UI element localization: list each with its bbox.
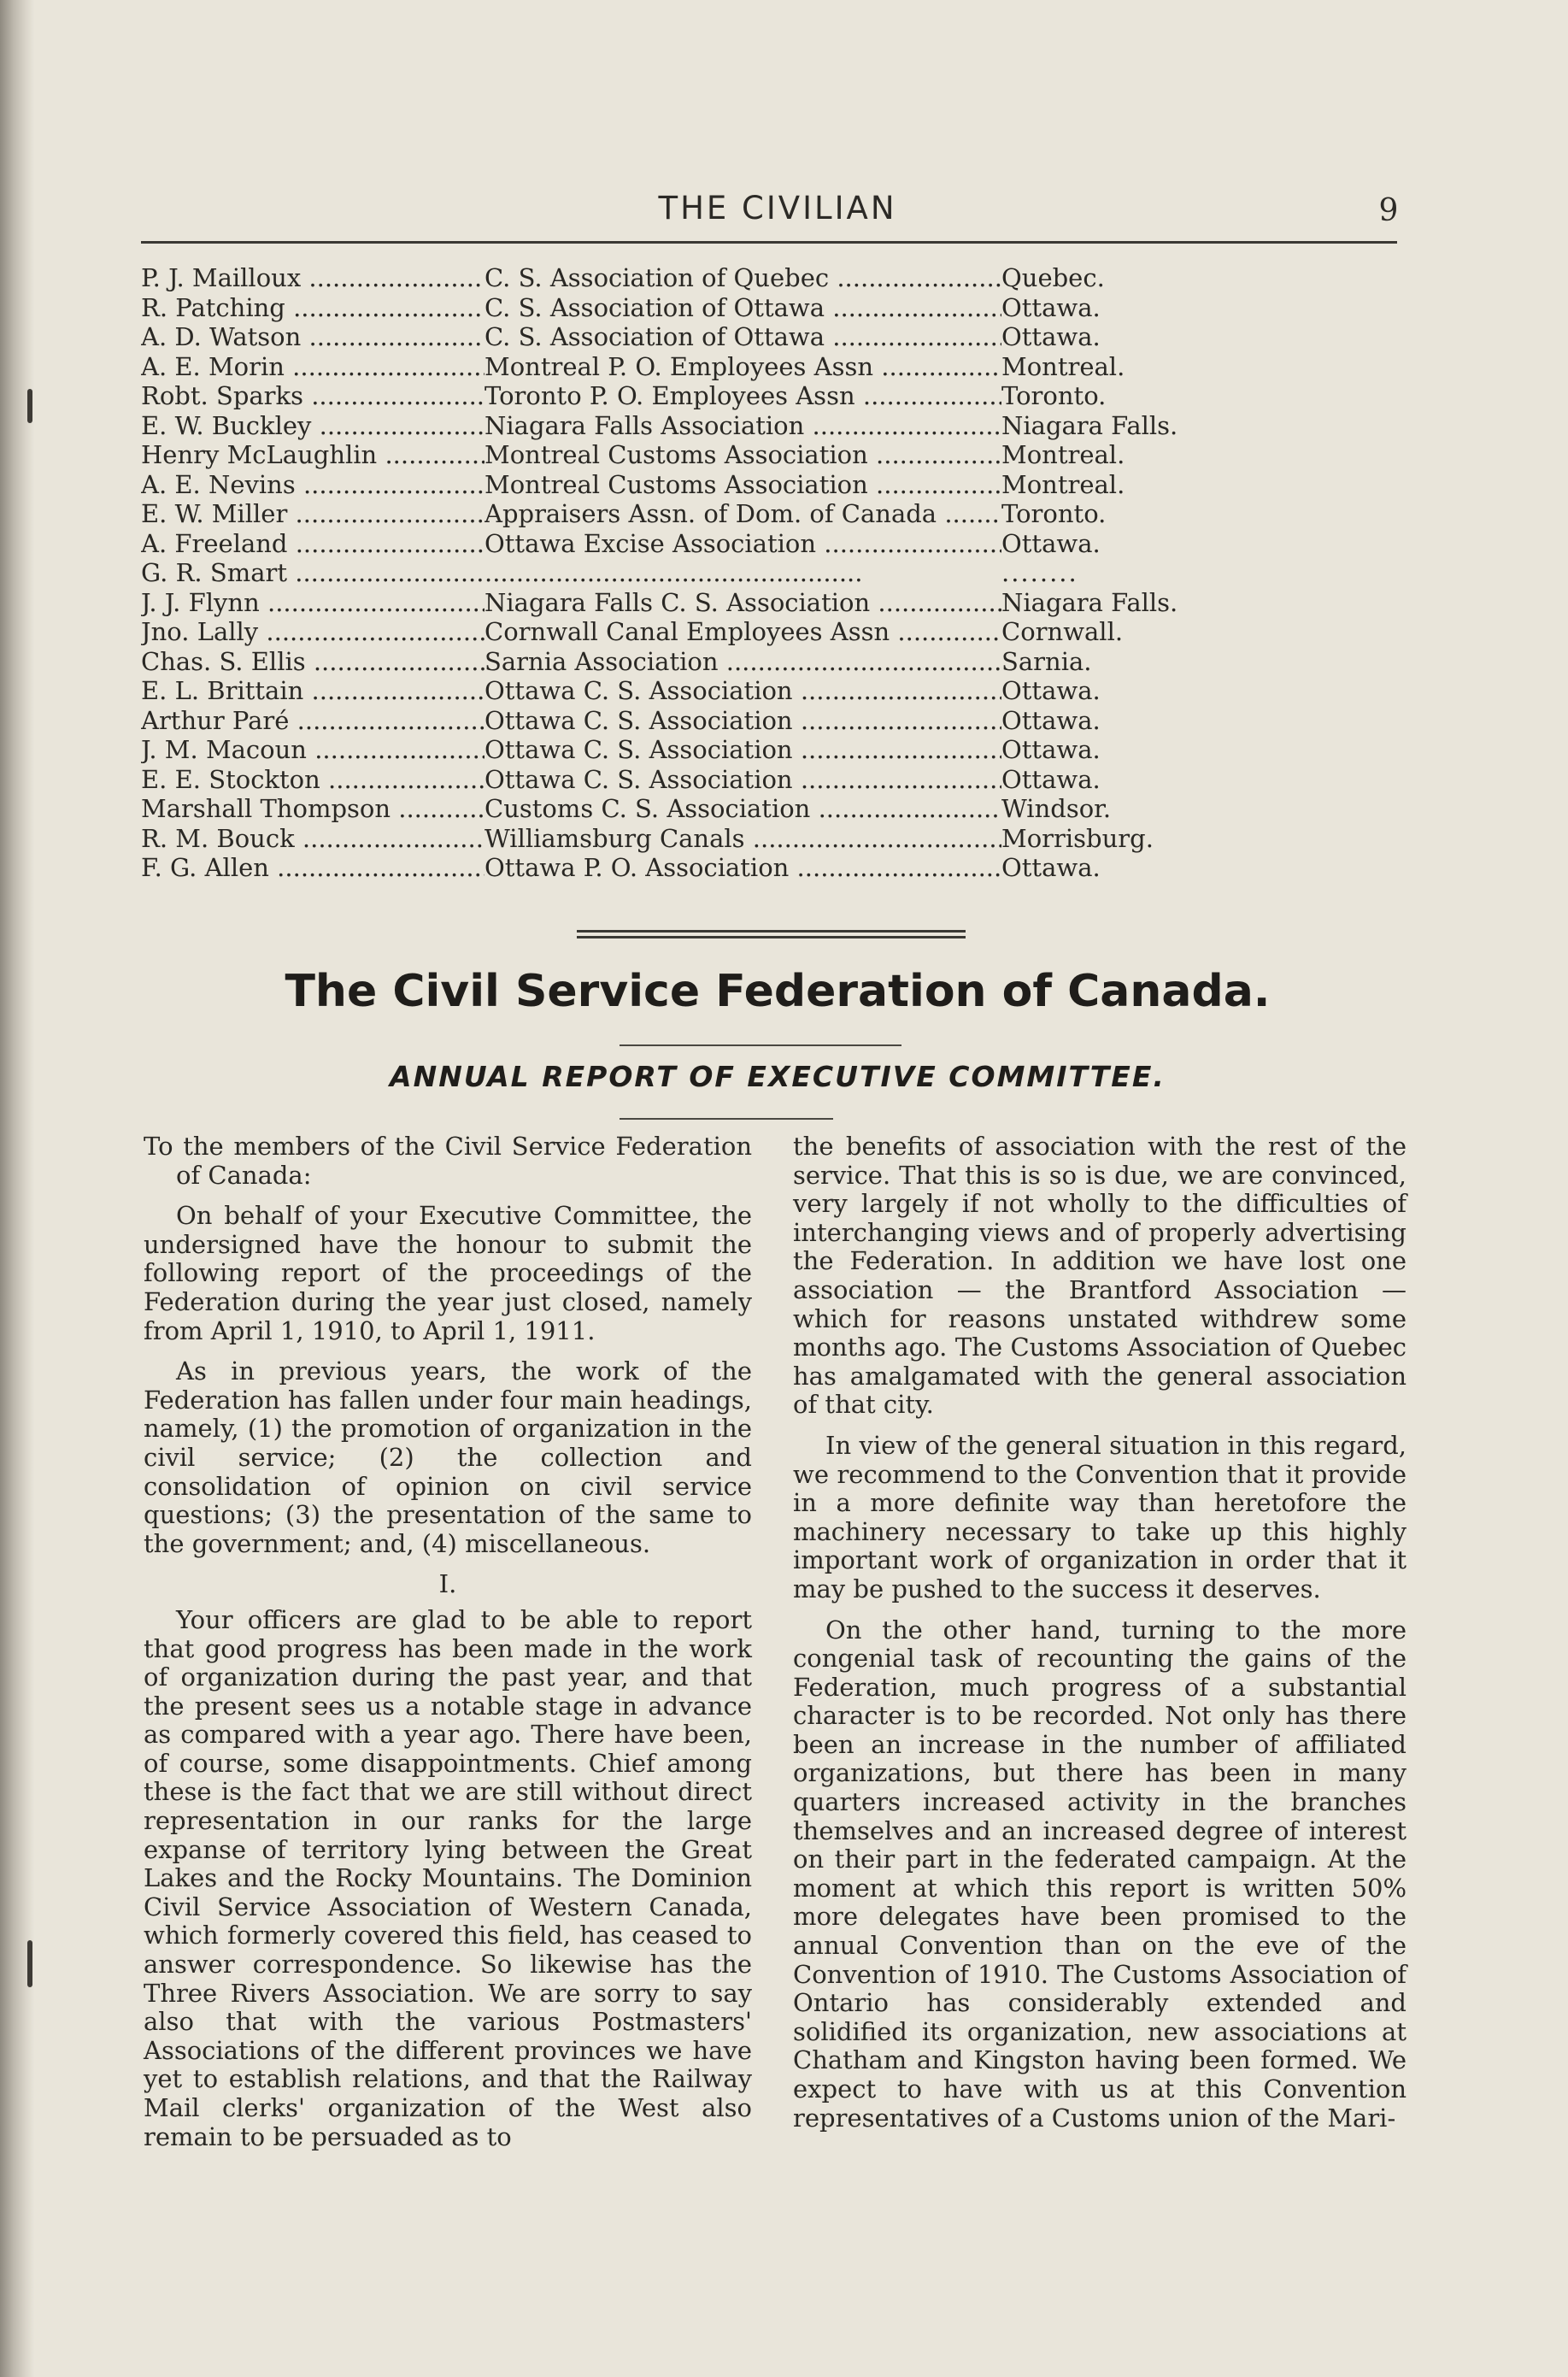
paragraph: On the other hand, turning to the more congenial task of recounting the gains of the Federation, much progress of a substantial character is to be recorded. Not only has there been an increase in the number of affiliated organizations, but there has been in many quarters increased activity in the branches themselves and an increased degree of interest on their part in the federated campaign. At the moment at which this report is written 50% more delegates have been promised to the annual Convention than on the eve of the Convention of 1910. The Customs Association of Ontario has considerably extended and solidified its organization, new associations at Chatham and Kingston having been formed. We expect to have with us at this Convention representatives of a Customs union of the Mari- xyxy=(793,1615,1407,2133)
delegate-association: C. S. Association of Ottawa ..... xyxy=(484,293,1001,323)
delegate-association: Montreal P. O. Employees Assn ..... xyxy=(484,352,1001,382)
delegate-city: Windsor. xyxy=(1001,794,1112,823)
delegate-city: Quebec. xyxy=(1001,263,1105,292)
delegate-city: Montreal. xyxy=(1001,469,1125,499)
delegate-name: Marshall Thompson ..... xyxy=(141,794,484,824)
delegate-row xyxy=(141,352,1252,382)
delegate-city: Ottawa. xyxy=(1001,528,1101,558)
delegate-row xyxy=(141,440,1252,470)
left-column xyxy=(144,1133,752,2163)
delegate-association: Cornwall Canal Employees Assn ..... xyxy=(484,617,1001,647)
article-subtitle: ANNUAL REPORT OF EXECUTIVE COMMITTEE. xyxy=(390,1060,1166,1093)
delegate-name: E. W. Buckley ..... xyxy=(141,411,484,441)
delegate-row xyxy=(141,293,1252,323)
delegate-association: Ottawa Excise Association ..... xyxy=(484,529,1001,559)
delegate-row xyxy=(141,470,1252,500)
delegate-name: Chas. S. Ellis ..... xyxy=(141,647,484,677)
delegate-row xyxy=(141,824,1252,854)
delegate-row xyxy=(141,588,1252,618)
delegate-name: R. Patching ..... xyxy=(141,293,484,323)
delegate-city: Ottawa. xyxy=(1001,292,1101,322)
delegate-city: Montreal. xyxy=(1001,440,1125,469)
delegate-city: Ottawa. xyxy=(1001,676,1101,705)
delegate-city: ........ xyxy=(1001,558,1078,587)
delegate-name: G. R. Smart ..... xyxy=(141,558,484,588)
delegate-city: Ottawa. xyxy=(1001,853,1101,882)
section-numeral: I. xyxy=(438,1569,457,1599)
delegate-association: Montreal Customs Association ..... xyxy=(484,440,1001,470)
subtitle-rule xyxy=(620,1118,833,1120)
delegate-row xyxy=(141,381,1252,411)
delegate-city: Ottawa. xyxy=(1001,735,1101,764)
delegate-city: Niagara Falls. xyxy=(1001,587,1178,617)
delegate-association: Appraisers Assn. of Dom. of Canada ..... xyxy=(484,499,1001,529)
section-divider xyxy=(577,930,966,938)
delegate-name: J. M. Macoun ..... xyxy=(141,735,484,765)
delegate-name: E. L. Brittain ..... xyxy=(141,676,484,706)
delegate-name: A. E. Morin ..... xyxy=(141,352,484,382)
delegate-city: Ottawa. xyxy=(1001,322,1101,351)
delegate-association: Williamsburg Canals ..... xyxy=(484,824,1001,854)
delegate-association: Ottawa C. S. Association ..... xyxy=(484,735,1001,765)
delegate-row xyxy=(141,853,1252,883)
delegate-city: Toronto. xyxy=(1001,381,1107,410)
delegate-name: Henry McLaughlin ..... xyxy=(141,440,484,470)
delegate-association: Ottawa P. O. Association ..... xyxy=(484,853,1001,883)
delegate-association: Ottawa C. S. Association ..... xyxy=(484,706,1001,736)
paragraph: On behalf of your Executive Committee, the undersigned have the honour to submit the following report of the proceedings of the Federation during the year just closed, namely from April 1, 1910, to April 1, 1911. xyxy=(144,1201,752,1345)
delegate-city: Morrisburg. xyxy=(1001,823,1154,853)
delegate-name: A. D. Watson ..... xyxy=(141,322,484,352)
delegate-row xyxy=(141,499,1252,529)
paragraph: Your officers are glad to be able to report that good progress has been made in the work of organization during the past year, and that the present sees us a notable stage in advance as compared with a year ago. There have been, of course, some disappointments. Chief among these is the fact that we are still without direct representation in our ranks for the large expanse of territory lying between the Great Lakes and the Rocky Mountains. The Dominion Civil Service Association of Western Canada, which formerly covered this field, has ceased to answer correspondence. So likewise has the Three Rivers Association. We are sorry to say also that with the various Postmasters' Associations of the different provinces we have yet to establish relations, and that the Railway Mail clerks' organization of the West also remain to be persuaded as to xyxy=(144,1604,752,2151)
delegate-row xyxy=(141,794,1252,824)
delegate-association: C. S. Association of Quebec ..... xyxy=(484,263,1001,293)
delegate-association: Customs C. S. Association ..... xyxy=(484,794,1001,824)
delegate-list xyxy=(141,263,1252,883)
paragraph: As in previous years, the work of the Federation has fallen under four main headings, namely, (1) the promotion of organization in the civil service; (2) the collection and consolidation of opinion on civil service questions; (3) the presentation of the same to the government; and, (4) miscellaneous. xyxy=(144,1356,752,1558)
delegate-row xyxy=(141,322,1252,352)
delegate-name: E. W. Miller ..... xyxy=(141,499,484,529)
delegate-city: Sarnia. xyxy=(1001,646,1092,676)
delegate-name: Jno. Lally ..... xyxy=(141,617,484,647)
title-rule xyxy=(620,1044,901,1046)
delegate-row xyxy=(141,411,1252,441)
running-title: THE CIVILIAN xyxy=(658,190,897,227)
delegate-association: Sarnia Association ..... xyxy=(484,647,1001,677)
page-number: 9 xyxy=(1378,193,1399,228)
delegate-association: Montreal Customs Association ..... xyxy=(484,470,1001,500)
delegate-city: Ottawa. xyxy=(1001,764,1101,794)
delegate-association: Toronto P. O. Employees Assn ..... xyxy=(484,381,1001,411)
delegate-name: P. J. Mailloux ..... xyxy=(141,263,484,293)
delegate-association: Ottawa C. S. Association ..... xyxy=(484,676,1001,706)
delegate-name: E. E. Stockton ..... xyxy=(141,765,484,795)
header-rule xyxy=(141,241,1397,244)
delegate-city: Ottawa. xyxy=(1001,705,1101,735)
delegate-row xyxy=(141,706,1252,736)
delegate-city: Toronto. xyxy=(1001,499,1107,528)
delegate-name: R. M. Bouck ..... xyxy=(141,824,484,854)
delegate-city: Montreal. xyxy=(1001,351,1125,381)
delegate-association xyxy=(484,558,1001,588)
delegate-row xyxy=(141,558,1252,588)
delegate-row xyxy=(141,676,1252,706)
paragraph: In view of the general situation in this regard, we recommend to the Convention that it provide in a more definite way than heretofore the machinery necessary to take up this highly important work of organization in order that it may be pushed to the success it deserves. xyxy=(793,1430,1407,1603)
delegate-name: A. Freeland ..... xyxy=(141,529,484,559)
delegate-association: Ottawa C. S. Association ..... xyxy=(484,765,1001,795)
delegate-association: Niagara Falls C. S. Association ..... xyxy=(484,588,1001,618)
delegate-name: A. E. Nevins ..... xyxy=(141,470,484,500)
delegate-row xyxy=(141,765,1252,795)
delegate-city: Niagara Falls. xyxy=(1001,410,1178,440)
delegate-row xyxy=(141,529,1252,559)
salutation: To the members of the Civil Service Federation of Canada: xyxy=(144,1132,752,1190)
delegate-association: Niagara Falls Association ..... xyxy=(484,411,1001,441)
delegate-row xyxy=(141,647,1252,677)
delegate-name: F. G. Allen ..... xyxy=(141,853,484,883)
right-column xyxy=(793,1133,1407,2145)
paragraph: the benefits of association with the rest of the service. That this is so is due, we are convinced, very largely if not wholly to the difficulties of interchanging views and of properly advertising the Federation. In addition we have lost one association — the Brantford Association — which for reasons unstated withdrew some months ago. The Customs Association of Quebec has amalgamated with the general association of that city. xyxy=(793,1132,1407,1420)
delegate-name: J. J. Flynn ..... xyxy=(141,588,484,618)
delegate-city: Cornwall. xyxy=(1001,617,1124,646)
delegate-row xyxy=(141,617,1252,647)
article-title: The Civil Service Federation of Canada. xyxy=(285,966,1271,1017)
delegate-name: Arthur Paré ..... xyxy=(141,706,484,736)
delegate-association: C. S. Association of Ottawa ..... xyxy=(484,322,1001,352)
delegate-name: Robt. Sparks ..... xyxy=(141,381,484,411)
delegate-row xyxy=(141,263,1252,293)
delegate-row xyxy=(141,735,1252,765)
